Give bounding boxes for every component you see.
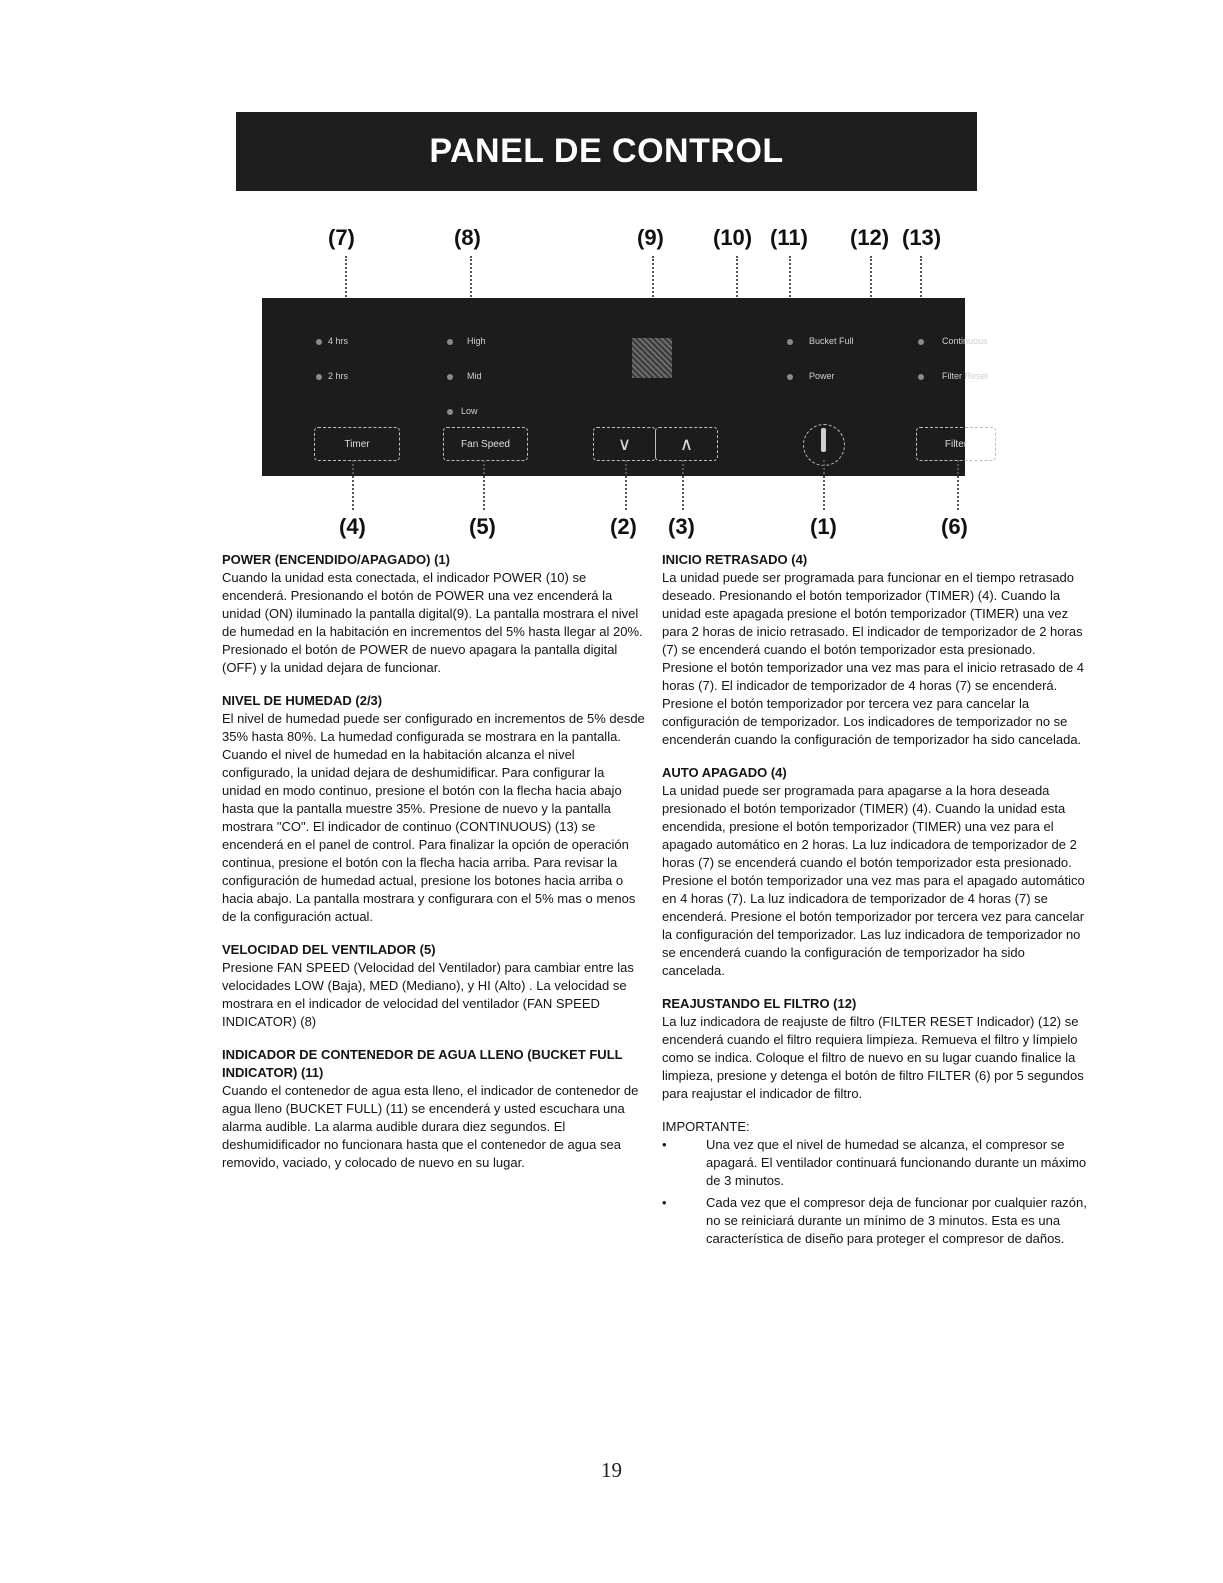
fan-high-label: High (467, 336, 486, 346)
filter-button: Filter (916, 427, 996, 461)
callout-4: (4) (339, 514, 366, 539)
fan-mid-label: Mid (467, 371, 482, 381)
power-icon (821, 428, 826, 452)
leader-4 (352, 460, 354, 510)
section-body: Cuando el contenedor de agua esta lleno, el indicador de contenedor de agua lleno (BUCKET FULL) (11) se encenderá y usted escuchara una alarma audible. La alarma audible durara diez segundos. El deshumidificador no funcionara hasta que el contenedor de agua sea removido, vaciado, y colocado de nuevo en su lugar. (222, 1083, 639, 1170)
filter-reset-label: Filter Reset (942, 371, 989, 381)
right-column (662, 551, 1087, 1263)
page-title: PANEL DE CONTROL (429, 132, 784, 170)
bucket-full-label: Bucket Full (809, 336, 854, 346)
important-heading: IMPORTANTE: (662, 1119, 750, 1134)
callout-9: (9) (637, 225, 664, 250)
callout-11: (11) (770, 225, 808, 250)
leader-2 (625, 460, 627, 510)
digital-display (632, 338, 672, 378)
bucket-full-led (787, 339, 793, 345)
section-heading: INICIO RETRASADO (4) (662, 552, 808, 567)
section-auto-off (662, 764, 1087, 980)
section-body: El nivel de humedad puede ser configurado en incrementos de 5% desde 35% hasta 80%. La humedad configurada se mostrara en la pantalla. Cuando el nivel de humedad en la habitación alcanza el nivel configurado, la unidad dejara de deshumidificar. Para configurar la unidad en modo continuo, presione el botón con la flecha hacia abajo hasta que la pantalla muestre 35%. Presione de nuevo y la pantalla mostrara "CO". El indicador de continuo (CONTINUOUS) (13) se encenderá en el panel de control. Para finalizar la opción de operación continua, presione el botón con la flecha hacia arriba. Para revisar la configuración de humedad actual, presione los botones hacia arriba o hacia abajo. La pantalla mostrara y configurara con el 5% mas o menos de la configuración actual. (222, 711, 645, 924)
continuous-led (918, 339, 924, 345)
up-arrow-button: ∧ (655, 427, 718, 461)
continuous-label: Continuous (942, 336, 988, 346)
section-fan-speed (222, 941, 646, 1031)
timer-2hrs-led (316, 374, 322, 380)
section-body: Presione FAN SPEED (Velocidad del Ventilador) para cambiar entre las velocidades LOW (Baja), MED (Mediano), y HI (Alto) . La velocidad se mostrara en el indicador de velocidad del ventilador (FAN SPEED INDICATOR) (8) (222, 960, 634, 1029)
important-list (662, 1136, 1087, 1248)
section-filter-reset (662, 995, 1087, 1103)
down-arrow-button: ∨ (593, 427, 656, 461)
fan-high-led (447, 339, 453, 345)
leader-5 (483, 460, 485, 510)
callout-2: (2) (610, 514, 637, 539)
section-heading: POWER (ENCENDIDO/APAGADO) (1) (222, 552, 450, 567)
section-body: Cuando la unidad esta conectada, el indicador POWER (10) se encenderá. Presionando el botón de POWER una vez encenderá la unidad (ON) iluminado la pantalla digital(9). La pantalla mostrara el nivel de humedad en la habitación en incrementos del 5% hasta llegar al 20%. Presionado el botón de POWER de nuevo apagara la pantalla digital (OFF) y la unidad dejara de funcionar. (222, 570, 643, 675)
callout-10: (10) (713, 225, 753, 250)
leader-3 (682, 460, 684, 510)
callout-5: (5) (469, 514, 496, 539)
section-heading: NIVEL DE HUMEDAD (2/3) (222, 693, 383, 708)
section-heading: VELOCIDAD DEL VENTILADOR (5) (222, 942, 436, 957)
section-body: La unidad puede ser programada para apagarse a la hora deseada presionado el botón temporizador (TIMER) (4). Cuando la unidad esta encendida, presione el botón temporizador (TIMER) una vez para el apagado automático en 2 horas. La luz indicadora de temporizador de 2 horas (7) se encenderá cuando el botón temporizador esta presionado. Presione el botón temporizador una vez mas para el apagado automático en 4 horas (7). La luz indicadora de temporizador de 4 horas (7) se encenderá. Presione el botón temporizador por tercera vez para cancelar la configuración del temporizador. Las luz indicadora de temporizador no se encenderá cuando la configuración de temporizador ha sido cancelada. (662, 783, 1085, 978)
callout-1: (1) (810, 514, 837, 539)
page-number: 19 (601, 1458, 622, 1482)
section-heading: AUTO APAGADO (4) (662, 765, 787, 780)
left-column (222, 551, 646, 1187)
section-heading: REAJUSTANDO EL FILTRO (12) (662, 996, 857, 1011)
timer-4hrs-label: 4 hrs (328, 336, 349, 346)
power-led (787, 374, 793, 380)
control-panel-illustration (262, 298, 989, 476)
filter-reset-led (918, 374, 924, 380)
timer-button: Timer (314, 427, 400, 461)
leader-6 (957, 460, 959, 510)
callout-13: (13) (902, 225, 942, 250)
title-banner (236, 112, 977, 191)
callout-3: (3) (668, 514, 695, 539)
fan-low-label: Low (461, 406, 478, 416)
callout-8: (8) (454, 225, 481, 250)
section-delay-start (662, 551, 1087, 749)
section-important (662, 1118, 1087, 1248)
timer-2hrs-label: 2 hrs (328, 371, 349, 381)
fan-low-led (447, 409, 453, 415)
section-power (222, 551, 646, 677)
section-bucket-full (222, 1046, 646, 1172)
section-body: La unidad puede ser programada para funcionar en el tiempo retrasado deseado. Presionando el botón temporizador (TIMER) (4). Cuando la unidad este apagada presione el botón temporizador (TIMER) una vez para 2 horas de inicio retrasado. El indicador de temporizador de 2 horas (7) se encenderá cuando el botón temporizador esta presionado. Presione el botón temporizador una vez mas para el inicio retrasado de 4 horas (7). El indicador de temporizador de 4 horas (7) se encenderá. Presione el botón temporizador por tercera vez para cancelar la configuración de temporizador. Los indicadores de temporizador no se encenderán cuando la configuración de temporizador ha sido cancelada. (662, 570, 1085, 747)
list-item: • Cada vez que el compresor deja de funcionar por cualquier razón, no se reiniciará durante un mínimo de 3 minutos. Esta es una característica de diseño para proteger el compresor de daños. (662, 1194, 1087, 1248)
fan-mid-led (447, 374, 453, 380)
fan-speed-button: Fan Speed (443, 427, 528, 461)
callout-7: (7) (328, 225, 355, 250)
leader-1 (823, 460, 825, 510)
callout-6: (6) (941, 514, 968, 539)
section-heading: INDICADOR DE CONTENEDOR DE AGUA LLENO (BUCKET FULL INDICATOR) (11) (222, 1047, 623, 1080)
section-body: La luz indicadora de reajuste de filtro (FILTER RESET Indicador) (12) se encenderá cuando el filtro requiera limpieza. Remueva el filtro y límpielo como se indica. Coloque el filtro de nuevo en su lugar cuando finalice la limpieza, presione y detenga el botón de filtro FILTER (6) por 5 segundos para reajustar el indicador de filtro. (662, 1014, 1084, 1101)
timer-4hrs-led (316, 339, 322, 345)
power-indicator-label: Power (809, 371, 835, 381)
section-humidity (222, 692, 646, 926)
callout-12: (12) (850, 225, 890, 250)
list-item: • Una vez que el nivel de humedad se alcanza, el compresor se apagará. El ventilador continuará funcionando durante un máximo de 3 minutos. (662, 1136, 1087, 1190)
